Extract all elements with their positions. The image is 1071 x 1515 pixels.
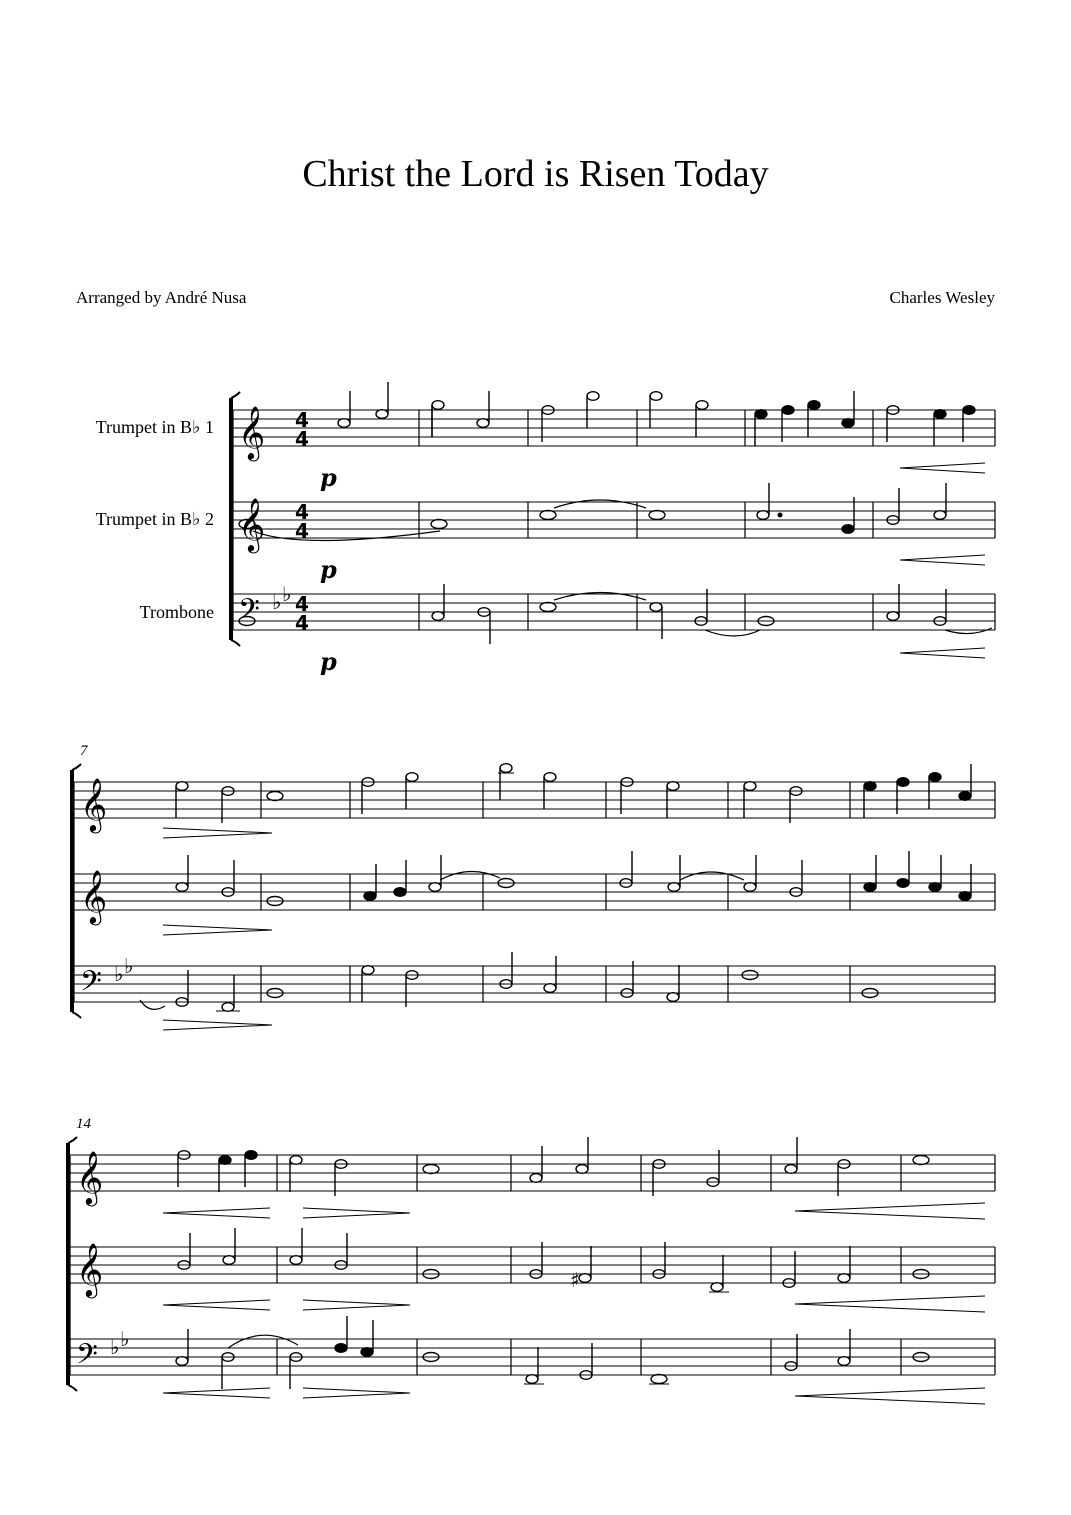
svg-text:♭: ♭	[282, 582, 292, 606]
svg-text:♭: ♭	[114, 962, 124, 986]
dynamic-p-3: p	[320, 647, 337, 676]
system-3-glyphs	[76, 1150, 580, 1378]
system-2-glyphs	[80, 777, 133, 1005]
svg-text:4: 4	[295, 611, 309, 635]
svg-text:4: 4	[295, 500, 309, 524]
svg-text:4: 4	[295, 592, 309, 616]
svg-text:𝄢: 𝄢	[80, 965, 102, 1005]
system-2	[72, 764, 995, 1018]
svg-text:♭: ♭	[124, 954, 134, 978]
dynamic-p-1: p	[320, 463, 337, 492]
system-1	[231, 392, 995, 646]
measure-number-7: 7	[80, 743, 88, 759]
svg-text:♯: ♯	[570, 1268, 580, 1292]
svg-text:𝄞: 𝄞	[80, 869, 108, 923]
svg-text:♭: ♭	[120, 1327, 130, 1351]
dynamic-p-2: p	[320, 555, 337, 584]
instrument-label-trumpet-2: Trumpet in B♭ 2	[95, 509, 214, 529]
svg-text:𝄞: 𝄞	[238, 405, 266, 459]
svg-text:4: 4	[295, 408, 309, 432]
instrument-label-trombone: Trombone	[139, 602, 214, 622]
svg-text:𝄢: 𝄢	[238, 593, 260, 633]
svg-text:𝄞: 𝄞	[76, 1150, 104, 1204]
svg-text:𝄞: 𝄞	[238, 497, 266, 551]
measure-number-14: 14	[76, 1116, 91, 1132]
instrument-label-trumpet-1: Trumpet in B♭ 1	[95, 417, 214, 437]
svg-text:𝄞: 𝄞	[76, 1242, 104, 1296]
arranger-credit: Arranged by André Nusa	[76, 288, 247, 307]
svg-text:4: 4	[295, 519, 309, 543]
svg-text:𝄞: 𝄞	[80, 777, 108, 831]
composer-credit: Charles Wesley	[889, 288, 995, 307]
svg-text:♭: ♭	[272, 590, 282, 614]
score-title: Christ the Lord is Risen Today	[302, 153, 769, 195]
system-2-notes	[140, 764, 971, 1030]
svg-text:4: 4	[295, 427, 309, 451]
svg-text:𝄢: 𝄢	[76, 1338, 98, 1378]
svg-text:♭: ♭	[110, 1335, 120, 1359]
